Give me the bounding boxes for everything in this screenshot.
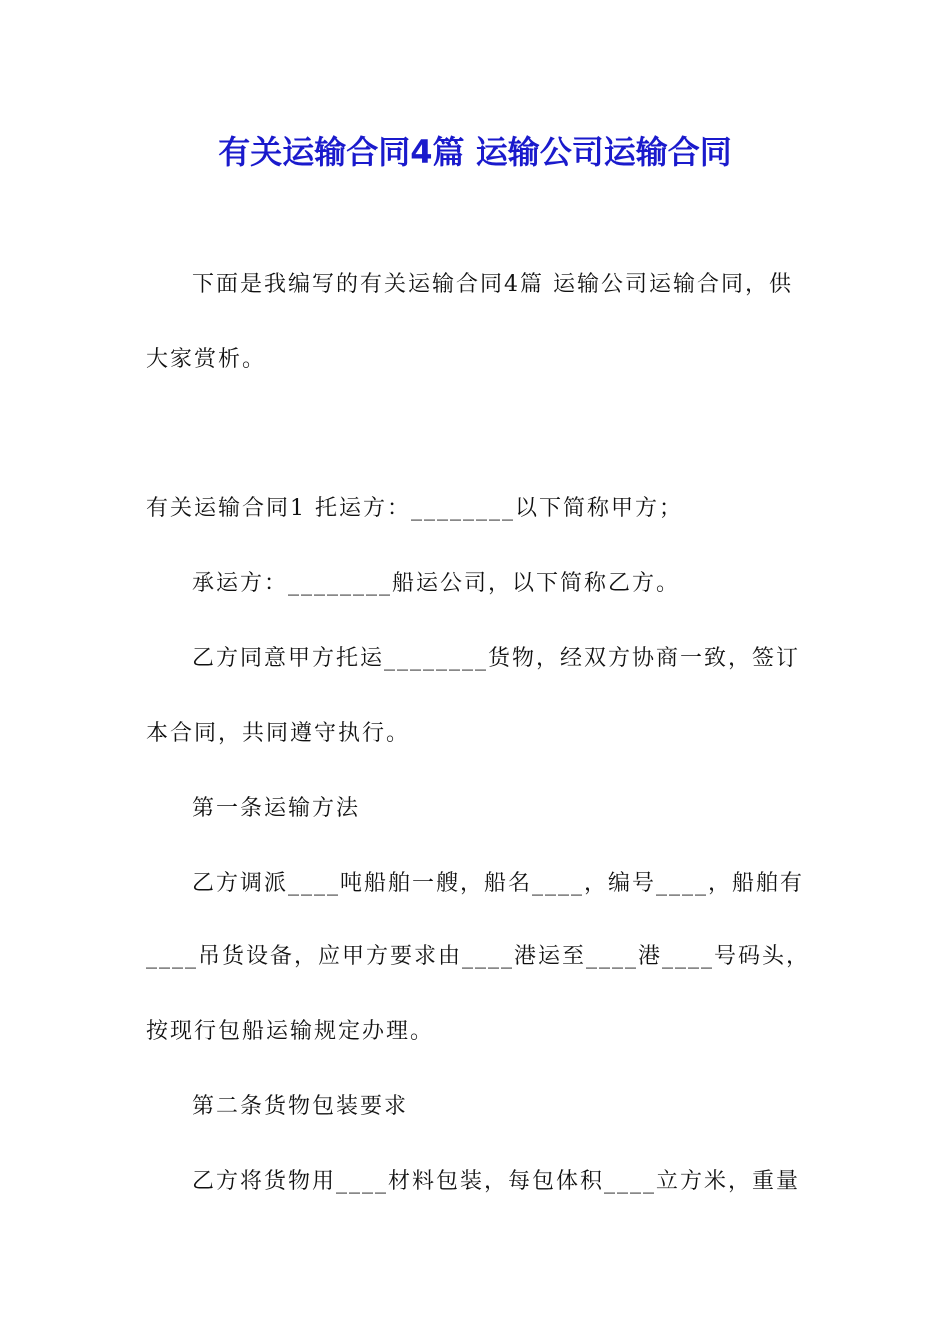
paragraph-line: 大家赏析。 <box>146 347 267 372</box>
paragraph-line: 有关运输合同1 托运方：________以下简称甲方； <box>146 496 683 521</box>
paragraph-line: 下面是我编写的有关运输合同4篇 运输公司运输合同，供 <box>192 272 793 297</box>
paragraph-line: 乙方同意甲方托运________货物，经双方协商一致，签订 <box>192 646 801 671</box>
paragraph-line: 本合同，共同遵守执行。 <box>146 721 411 746</box>
paragraph-line: 承运方：________船运公司，以下简称乙方。 <box>192 571 681 596</box>
paragraph-line: 乙方将货物用____材料包装，每包体积____立方米，重量 <box>192 1169 801 1194</box>
section-heading: 第二条货物包装要求 <box>192 1094 409 1119</box>
document-title: 有关运输合同4篇 运输公司运输合同 <box>218 133 732 171</box>
paragraph-line: 乙方调派____吨船舶一艘，船名____，编号____，船舶有 <box>192 871 805 896</box>
paragraph-line: 按现行包船运输规定办理。 <box>146 1019 435 1044</box>
paragraph-line: ____吊货设备，应甲方要求由____港运至____港____号码头， <box>146 944 811 969</box>
section-heading: 第一条运输方法 <box>192 796 361 821</box>
